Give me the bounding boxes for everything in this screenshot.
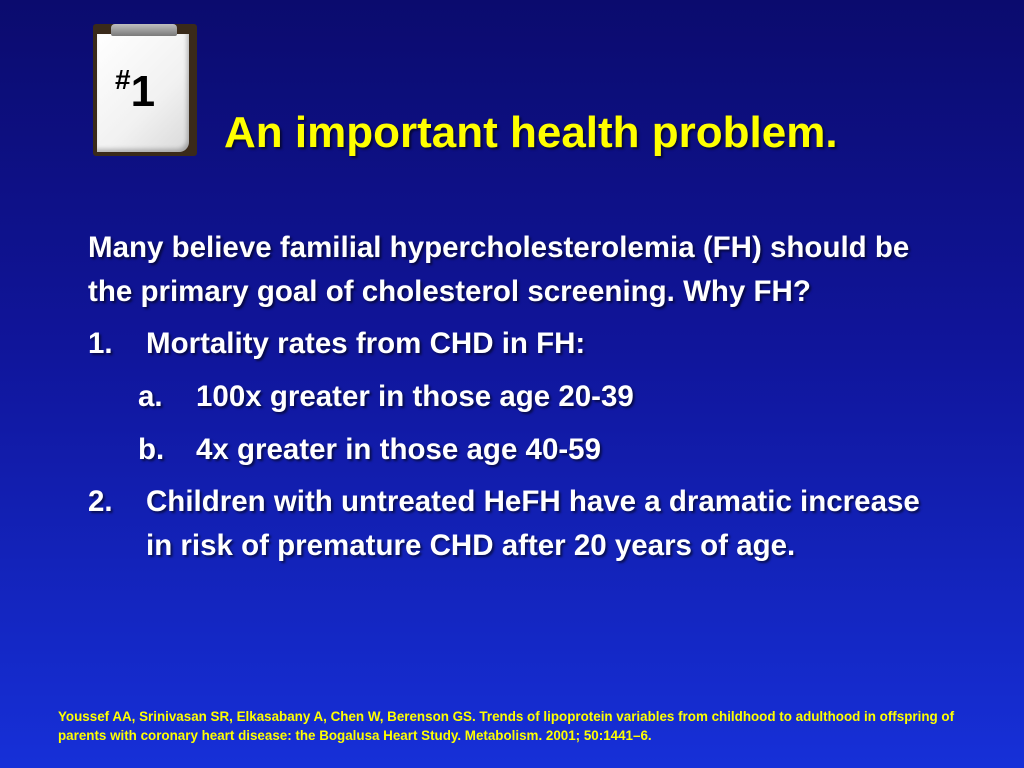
sub-list-marker: b. bbox=[138, 433, 165, 466]
slide-number-badge bbox=[115, 64, 156, 116]
badge-number: 1 bbox=[130, 67, 156, 116]
intro-paragraph: Many believe familial hypercholesterolemia (FH) should be the primary goal of cholesterol screening. Why FH? bbox=[88, 231, 910, 308]
sub-list-item bbox=[138, 428, 948, 472]
slide-title: An important health problem. bbox=[224, 108, 838, 157]
sub-list-item bbox=[138, 375, 948, 419]
list-marker: 1. bbox=[88, 327, 113, 360]
list-item bbox=[88, 322, 948, 472]
list-item-text: Children with untreated HeFH have a dramatic increase in risk of premature CHD after 20 years of age. bbox=[146, 485, 920, 562]
citation: Youssef AA, Srinivasan SR, Elkasabany A, Chen W, Berenson GS. Trends of lipoprotein variables from childhood to adulthood in offspring of parents with coronary heart disease: the Bogalusa Heart Study. Metabolism. 2001; 50:1441–6. bbox=[58, 709, 955, 743]
sub-list-item-text: 100x greater in those age 20-39 bbox=[196, 380, 634, 413]
hash-symbol: # bbox=[115, 64, 131, 95]
list-item-text: Mortality rates from CHD in FH: bbox=[146, 327, 586, 360]
list-item bbox=[88, 480, 948, 568]
clipboard-paper bbox=[97, 34, 189, 152]
slide-body bbox=[88, 226, 948, 568]
sub-list-marker: a. bbox=[138, 380, 163, 413]
main-list bbox=[88, 322, 948, 568]
sub-list bbox=[138, 375, 948, 472]
list-marker: 2. bbox=[88, 485, 113, 518]
clipboard-clip bbox=[111, 24, 177, 36]
sub-list-item-text: 4x greater in those age 40-59 bbox=[196, 433, 601, 466]
clipboard-note-icon bbox=[93, 24, 197, 156]
